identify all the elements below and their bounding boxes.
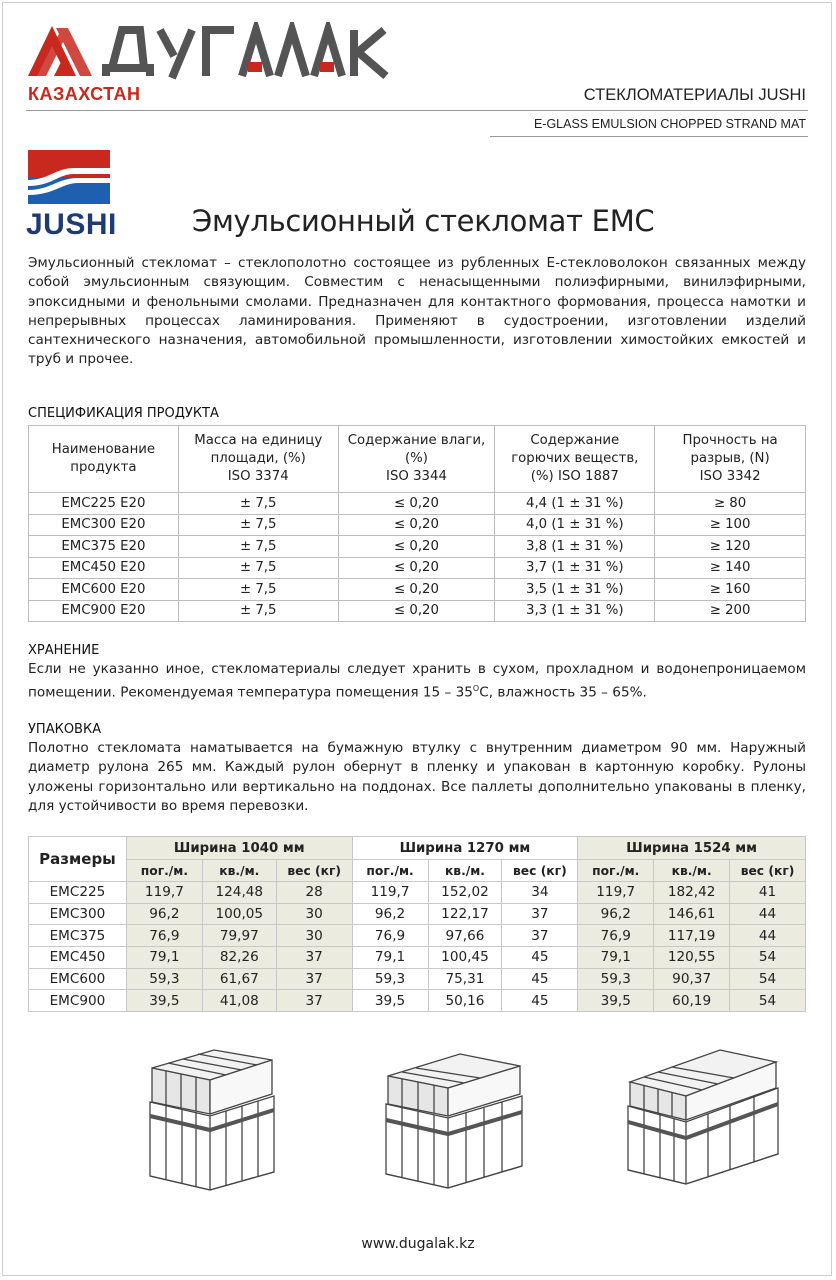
table-row xyxy=(29,882,806,904)
table-cell: пог./м. xyxy=(352,860,428,882)
table-cell: 124,48 xyxy=(202,882,276,904)
dugalak-logo xyxy=(26,22,396,84)
spec-col-header: Содержание горючих веществ, (%) ISO 1887 xyxy=(495,426,655,493)
table-cell: 76,9 xyxy=(126,925,202,947)
table-cell: вес (кг) xyxy=(502,860,578,882)
table-cell: 117,19 xyxy=(654,925,730,947)
table-cell: 30 xyxy=(276,925,352,947)
table-cell: EMC900 E20 xyxy=(29,600,179,622)
table-row xyxy=(29,579,806,601)
table-cell: 50,16 xyxy=(428,990,502,1012)
spec-table xyxy=(28,425,806,622)
table-cell: ≤ 0,20 xyxy=(338,493,495,515)
table-cell: 120,55 xyxy=(654,947,730,969)
table-cell: 59,3 xyxy=(126,968,202,990)
table-cell: вес (кг) xyxy=(730,860,806,882)
table-cell: 146,61 xyxy=(654,903,730,925)
table-cell: вес (кг) xyxy=(276,860,352,882)
table-cell: 45 xyxy=(502,947,578,969)
table-cell: ± 7,5 xyxy=(178,536,338,558)
table-row xyxy=(29,493,806,515)
table-cell: 3,3 (1 ± 31 %) xyxy=(495,600,655,622)
section-title: СТЕКЛОМАТЕРИАЛЫ JUSHI xyxy=(583,86,806,104)
table-row xyxy=(29,600,806,622)
table-cell: 41,08 xyxy=(202,990,276,1012)
spec-col-header: Масса на единицу площади, (%) ISO 3374 xyxy=(178,426,338,493)
table-cell: EMC375 E20 xyxy=(29,536,179,558)
table-cell: 76,9 xyxy=(352,925,428,947)
table-cell: кв./м. xyxy=(202,860,276,882)
pallet-illustration xyxy=(624,1042,782,1187)
table-cell: 79,1 xyxy=(126,947,202,969)
table-cell: 45 xyxy=(502,968,578,990)
storage-heading: ХРАНЕНИЕ xyxy=(28,643,100,658)
table-cell: EMC300 xyxy=(29,903,127,925)
table-cell: 61,67 xyxy=(202,968,276,990)
table-cell: 3,5 (1 ± 31 %) xyxy=(495,579,655,601)
table-cell: ≤ 0,20 xyxy=(338,536,495,558)
intro-paragraph: Эмульсионный стекломат – стеклополотно состоящее из рубленных Е-стекловолокон связанных между собой эмульсионным связующим. Совместим с ненасыщенными полиэфирными, винилэфирными, эпоксидными и фенольными смолами. Предназначен для контактного формования, процесса намотки и непрерывных процессах ламинирования. Применяют в судостроении, изготовлении изделий сантехнического назначения, автомобильной промышленности, изготовлении химостойких емкостей и труб и прочее. xyxy=(28,255,806,368)
table-row xyxy=(29,903,806,925)
table-cell: 37 xyxy=(276,947,352,969)
table-cell: 3,8 (1 ± 31 %) xyxy=(495,536,655,558)
table-cell: 96,2 xyxy=(578,903,654,925)
table-cell: ≥ 100 xyxy=(655,514,806,536)
table-cell: 90,37 xyxy=(654,968,730,990)
table-cell: 60,19 xyxy=(654,990,730,1012)
table-cell: 30 xyxy=(276,903,352,925)
brand-subtitle: КАЗАХСТАН xyxy=(28,84,141,104)
table-cell: EMC375 xyxy=(29,925,127,947)
spec-col-header: Наименование продукта xyxy=(29,426,179,493)
storage-paragraph: Если не указанно иное, стекломатериалы следует хранить в сухом, прохладном и водонепроницаемом помещении. Рекомендуемая температура помещения $15 - 35^OC$, влажность 35 – 65%. xyxy=(28,661,806,701)
table-row xyxy=(29,514,806,536)
jushi-wordmark: JUSHI xyxy=(26,208,117,241)
table-cell: 37 xyxy=(502,903,578,925)
packing-heading: УПАКОВКА xyxy=(28,722,102,737)
table-cell: пог./м. xyxy=(578,860,654,882)
table-cell: ≥ 200 xyxy=(655,600,806,622)
table-row xyxy=(29,990,806,1012)
table-cell: 54 xyxy=(730,968,806,990)
divider xyxy=(490,136,808,137)
table-cell: 152,02 xyxy=(428,882,502,904)
table-cell: ± 7,5 xyxy=(178,514,338,536)
table-cell: 76,9 xyxy=(578,925,654,947)
table-cell: 97,66 xyxy=(428,925,502,947)
spec-col-header: Содержание влаги, (%) ISO 3344 xyxy=(338,426,495,493)
spec-heading: СПЕЦИФИКАЦИЯ ПРОДУКТА xyxy=(28,406,219,421)
table-cell: ≥ 80 xyxy=(655,493,806,515)
packing-paragraph: Полотно стекломата наматывается на бумажную втулку с внутренним диаметром 90 мм. Наружный диаметр рулона 265 мм. Каждый рулон обернут в пленку и упакован в картонную коробку. Рулоны уложены горизонтально или вертикально на поддонах. Все паллеты дополнительно упакованы в пленку, для устойчивости во время перевозки. xyxy=(28,740,806,814)
table-cell: 44 xyxy=(730,925,806,947)
table-row xyxy=(29,536,806,558)
table-cell: EMC450 E20 xyxy=(29,557,179,579)
table-cell: ≤ 0,20 xyxy=(338,600,495,622)
footer-url[interactable]: www.dugalak.kz xyxy=(361,1236,475,1252)
table-cell: 100,05 xyxy=(202,903,276,925)
table-cell: EMC600 xyxy=(29,968,127,990)
spec-col-header: Прочность на разрыв, (N) ISO 3342 xyxy=(655,426,806,493)
table-cell: 100,45 xyxy=(428,947,502,969)
table-cell: 3,7 (1 ± 31 %) xyxy=(495,557,655,579)
table-cell: EMC225 xyxy=(29,882,127,904)
table-cell: 79,1 xyxy=(352,947,428,969)
table-cell: 119,7 xyxy=(126,882,202,904)
table-cell: 37 xyxy=(502,925,578,947)
table-cell: 59,3 xyxy=(578,968,654,990)
table-cell: ≥ 160 xyxy=(655,579,806,601)
table-cell: ± 7,5 xyxy=(178,579,338,601)
table-cell: EMC600 E20 xyxy=(29,579,179,601)
table-row xyxy=(29,968,806,990)
table-cell: EMC300 E20 xyxy=(29,514,179,536)
table-cell: пог./м. xyxy=(126,860,202,882)
width-group-header: Ширина 1270 мм xyxy=(352,837,578,860)
table-cell: ≤ 0,20 xyxy=(338,579,495,601)
table-cell: 4,0 (1 ± 31 %) xyxy=(495,514,655,536)
table-cell: ± 7,5 xyxy=(178,493,338,515)
table-cell: 182,42 xyxy=(654,882,730,904)
pallet-illustration xyxy=(146,1042,278,1192)
table-cell: 44 xyxy=(730,903,806,925)
section-subtitle: E-GLASS EMULSION CHOPPED STRAND MAT xyxy=(533,117,806,131)
table-cell: 45 xyxy=(502,990,578,1012)
table-cell: 28 xyxy=(276,882,352,904)
table-row xyxy=(29,925,806,947)
page-title: Эмульсионный стекломат ЕМС xyxy=(192,204,655,238)
table-cell: 75,31 xyxy=(428,968,502,990)
table-cell: 37 xyxy=(276,968,352,990)
width-group-header: Ширина 1524 мм xyxy=(578,837,806,860)
table-cell: ≤ 0,20 xyxy=(338,514,495,536)
table-row xyxy=(29,947,806,969)
table-cell: 37 xyxy=(276,990,352,1012)
table-cell: ≤ 0,20 xyxy=(338,557,495,579)
table-cell: кв./м. xyxy=(654,860,730,882)
table-cell: ≥ 140 xyxy=(655,557,806,579)
table-cell: ≥ 120 xyxy=(655,536,806,558)
table-cell: 41 xyxy=(730,882,806,904)
table-cell: 34 xyxy=(502,882,578,904)
table-cell: 39,5 xyxy=(126,990,202,1012)
table-cell: ± 7,5 xyxy=(178,557,338,579)
table-cell: 119,7 xyxy=(578,882,654,904)
table-cell: ± 7,5 xyxy=(178,600,338,622)
table-cell: 96,2 xyxy=(126,903,202,925)
sizes-row-header: Размеры xyxy=(29,837,127,882)
table-cell: 82,26 xyxy=(202,947,276,969)
pallet-illustration xyxy=(384,1042,526,1192)
table-cell: EMC225 E20 xyxy=(29,493,179,515)
table-cell: 119,7 xyxy=(352,882,428,904)
table-cell: 4,4 (1 ± 31 %) xyxy=(495,493,655,515)
table-cell: EMC900 xyxy=(29,990,127,1012)
table-cell: 96,2 xyxy=(352,903,428,925)
table-cell: 122,17 xyxy=(428,903,502,925)
table-row xyxy=(29,557,806,579)
table-cell: 59,3 xyxy=(352,968,428,990)
sizes-table xyxy=(28,836,806,1012)
divider xyxy=(26,110,808,111)
table-cell: 39,5 xyxy=(578,990,654,1012)
table-cell: 54 xyxy=(730,990,806,1012)
table-cell: 39,5 xyxy=(352,990,428,1012)
jushi-logo-icon xyxy=(28,150,110,208)
table-cell: 79,1 xyxy=(578,947,654,969)
table-cell: EMC450 xyxy=(29,947,127,969)
width-group-header: Ширина 1040 мм xyxy=(126,837,352,860)
table-cell: 54 xyxy=(730,947,806,969)
table-cell: 79,97 xyxy=(202,925,276,947)
table-cell: кв./м. xyxy=(428,860,502,882)
